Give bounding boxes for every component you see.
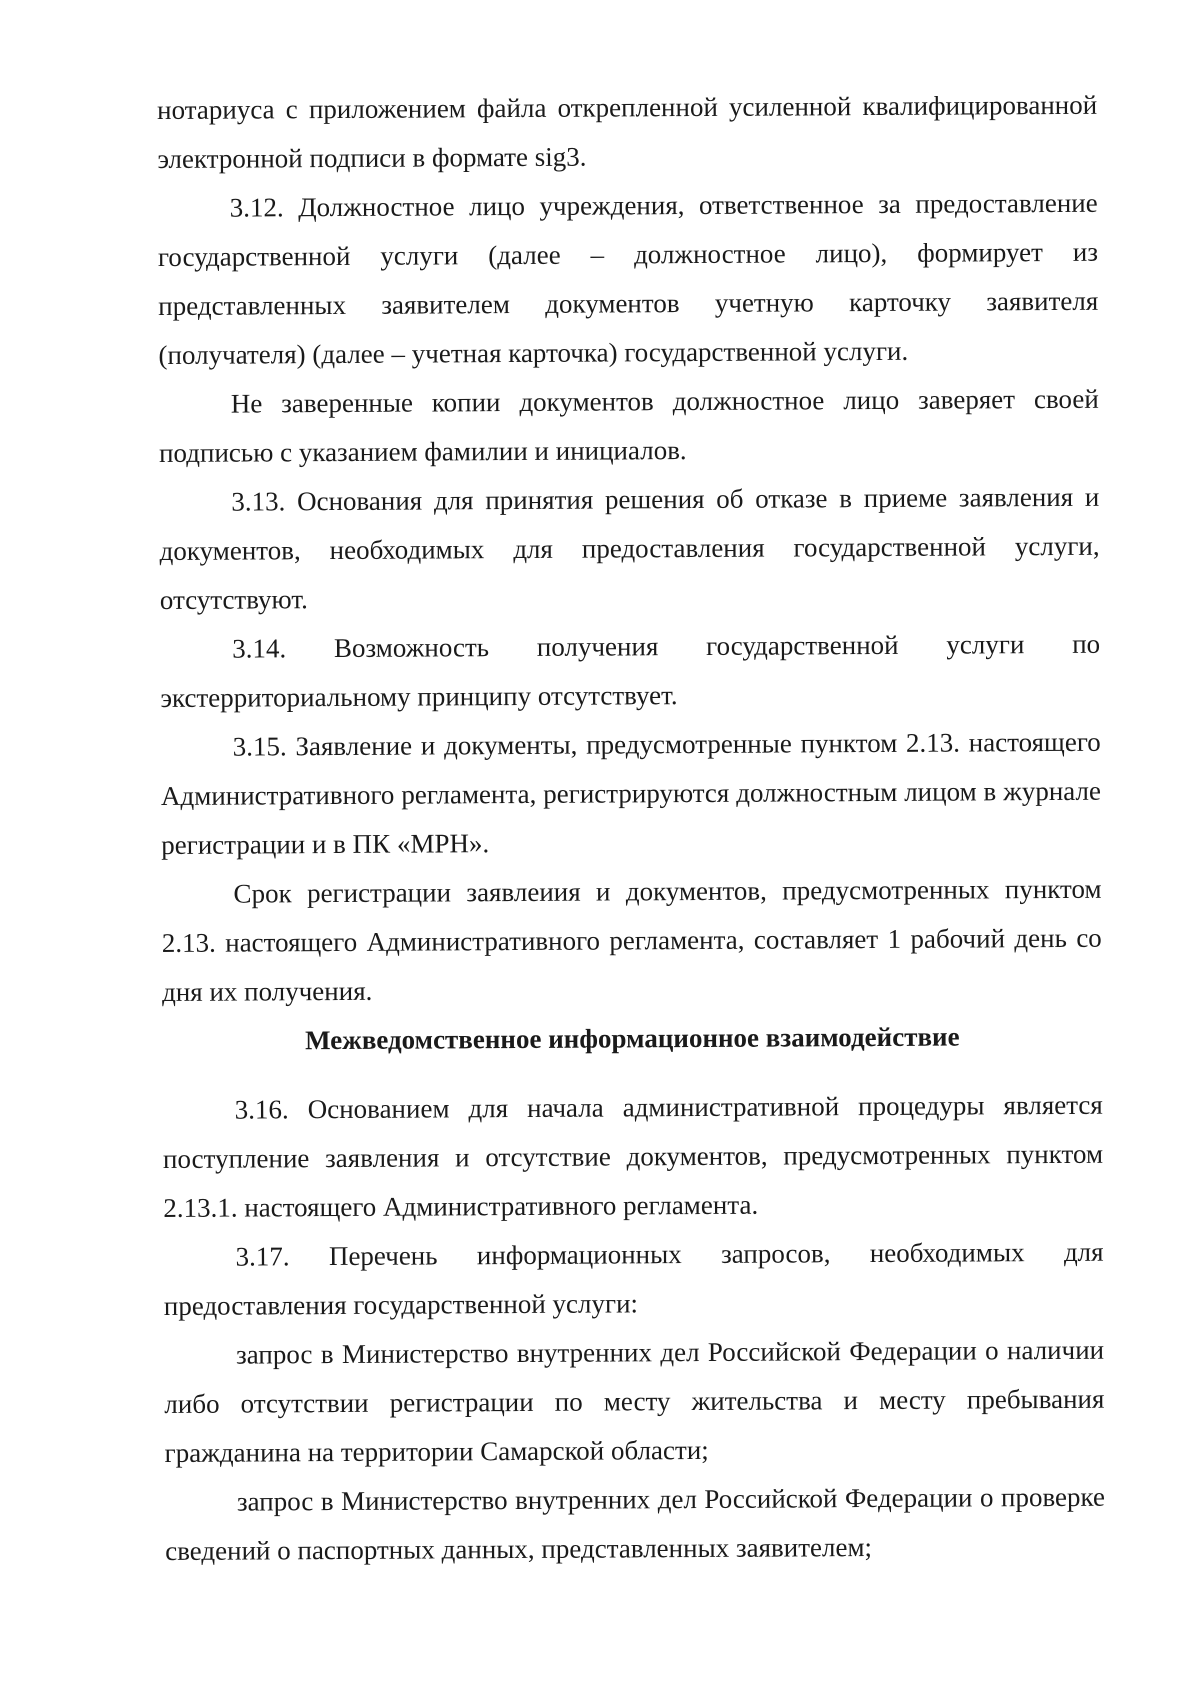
paragraph-3-14: 3.14. Возможность получения государственной услуги по экстерриториальному принципу отсутствует.: [160, 628, 1101, 713]
paragraph-3-15: 3.15. Заявление и документы, предусмотренные пунктом 2.13. настоящего Административного регламента, регистрируются должностным лицом в журнале регистрации и в ПК «МРН».: [160, 726, 1102, 860]
paragraph-mvd-passport-request: запрос в Министерство внутренних дел Российской Федерации о проверке сведений о паспортных данных, представленных заявителем;: [165, 1481, 1105, 1566]
paragraph-3-12: 3.12. Должностное лицо учреждения, ответственное за предоставление государственной услуги (далее – должностное лицо), формирует из представленных заявителем документов учетную карточку заявителя (получателя) (далее – учетная карточка) государственной услуги.: [157, 187, 1099, 370]
paragraph-notary-signature: нотариуса с приложением файла открепленной усиленной квалифицированной электронной подписи в формате sig3.: [157, 89, 1098, 174]
section-heading: Межведомственное информационное взаимодействие: [304, 1021, 960, 1056]
paragraph-mvd-registration-request: запрос в Министерство внутренних дел Российской Федерации о наличии либо отсутствии регистрации по месту жительства и месту пребывания гражданина на территории Самарской области;: [164, 1334, 1105, 1468]
paragraph-copies-certification: Не заверенные копии документов должностное лицо заверяет своей подписью с указанием фамилии и инициалов.: [158, 383, 1099, 468]
document-body: [157, 81, 1105, 1576]
paragraph-3-16: 3.16. Основанием для начала административной процедуры является поступление заявления и отсутствие документов, предусмотренных пунктом 2.13.1. настоящего Административного регламента.: [162, 1089, 1104, 1223]
paragraph-3-13: 3.13. Основания для принятия решения об отказе в приеме заявления и документов, необходимых для предоставления государственной услуги, отсутствуют.: [159, 481, 1100, 615]
paragraph-registration-term: Срок регистрации заявлеиия и документов, предусмотренных пунктом 2.13. настоящего Административного регламента, составляет 1 рабочий день со дня их получения.: [161, 873, 1102, 1007]
paragraph-3-17: 3.17. Перечень информационных запросов, необходимых для предоставления государственной услуги:: [163, 1236, 1104, 1321]
